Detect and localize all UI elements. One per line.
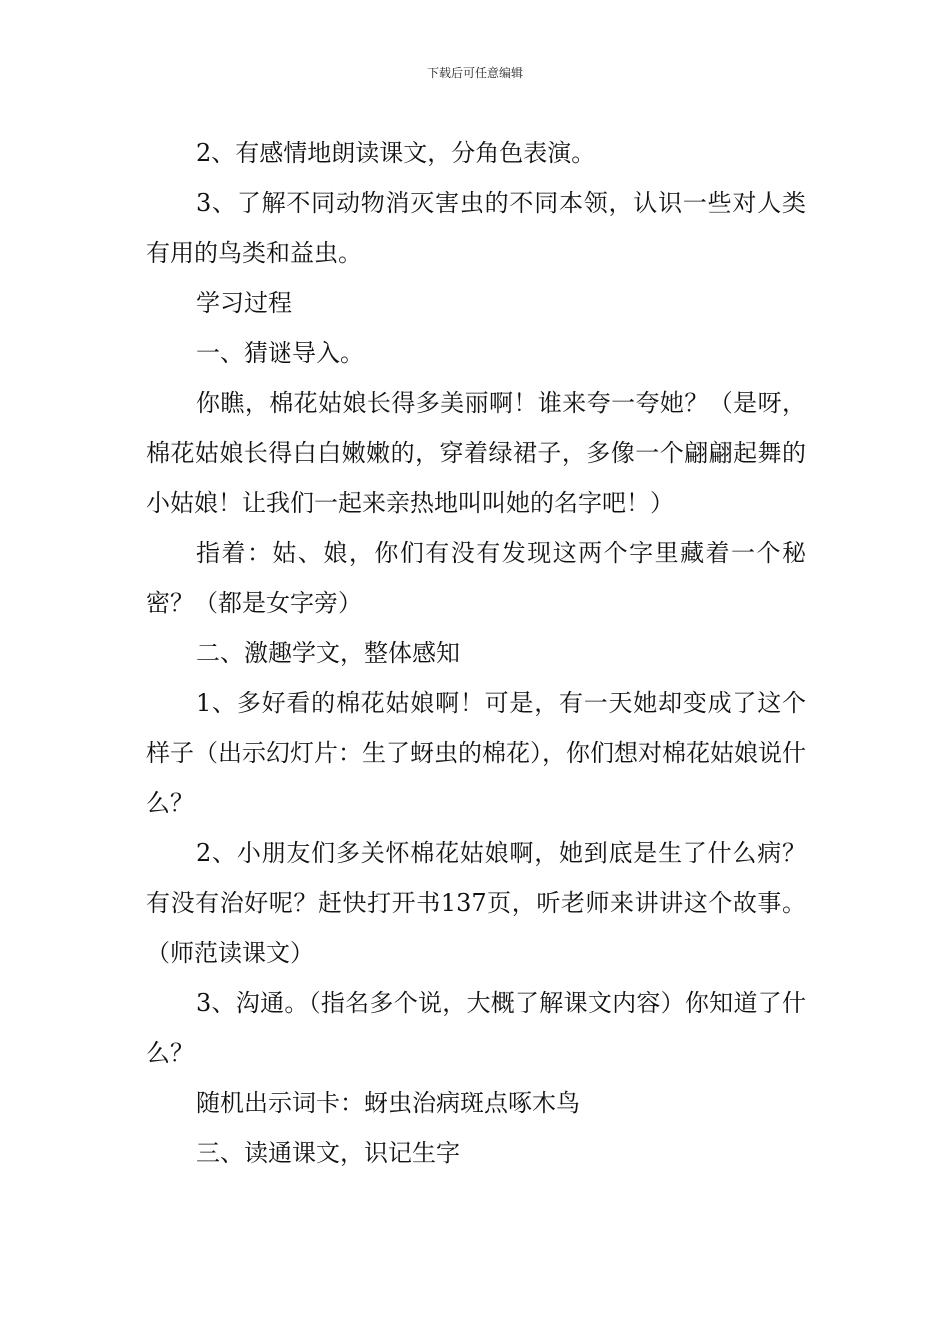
step-heading-2: 二、激趣学文，整体感知	[196, 639, 460, 667]
paragraph-goal-2: 2、有感情地朗读课文，分角色表演。	[196, 139, 596, 167]
paragraph-item-2: 2、小朋友们多关怀棉花姑娘啊，她到底是生了什么病？有没有治好呢？赶快打开书137页，听老师来讲讲这个故事。（师范读课文）	[146, 839, 806, 967]
step-heading-1: 一、猜谜导入。	[196, 339, 364, 367]
paragraph-item-3: 3、沟通。（指名多个说，大概了解课文内容）你知道了什么？	[146, 989, 806, 1067]
paragraph-goal-3: 3、了解不同动物消灭害虫的不同本领，认识一些对人类有用的鸟类和益虫。	[146, 189, 806, 267]
paragraph-item-1: 1、多好看的棉花姑娘啊！可是，有一天她却变成了这个样子（出示幻灯片：生了蚜虫的棉花），你们想对棉花姑娘说什么？	[146, 689, 806, 817]
paragraph-word-cards: 随机出示词卡：蚜虫治病斑点啄木鸟	[196, 1089, 580, 1117]
paragraph-pointing: 指着：姑、娘，你们有没有发现这两个字里藏着一个秘密？（都是女字旁）	[146, 539, 806, 617]
document-body	[146, 128, 806, 1178]
page-header: 下载后可任意编辑	[426, 66, 523, 80]
section-heading-process: 学习过程	[196, 289, 292, 317]
paragraph-intro: 你瞧，棉花姑娘长得多美丽啊！谁来夸一夸她？（是呀，棉花姑娘长得白白嫩嫩的，穿着绿裙子，多像一个翩翩起舞的小姑娘！让我们一起来亲热地叫叫她的名字吧！）	[146, 389, 806, 517]
step-heading-3: 三、读通课文，识记生字	[196, 1139, 460, 1167]
